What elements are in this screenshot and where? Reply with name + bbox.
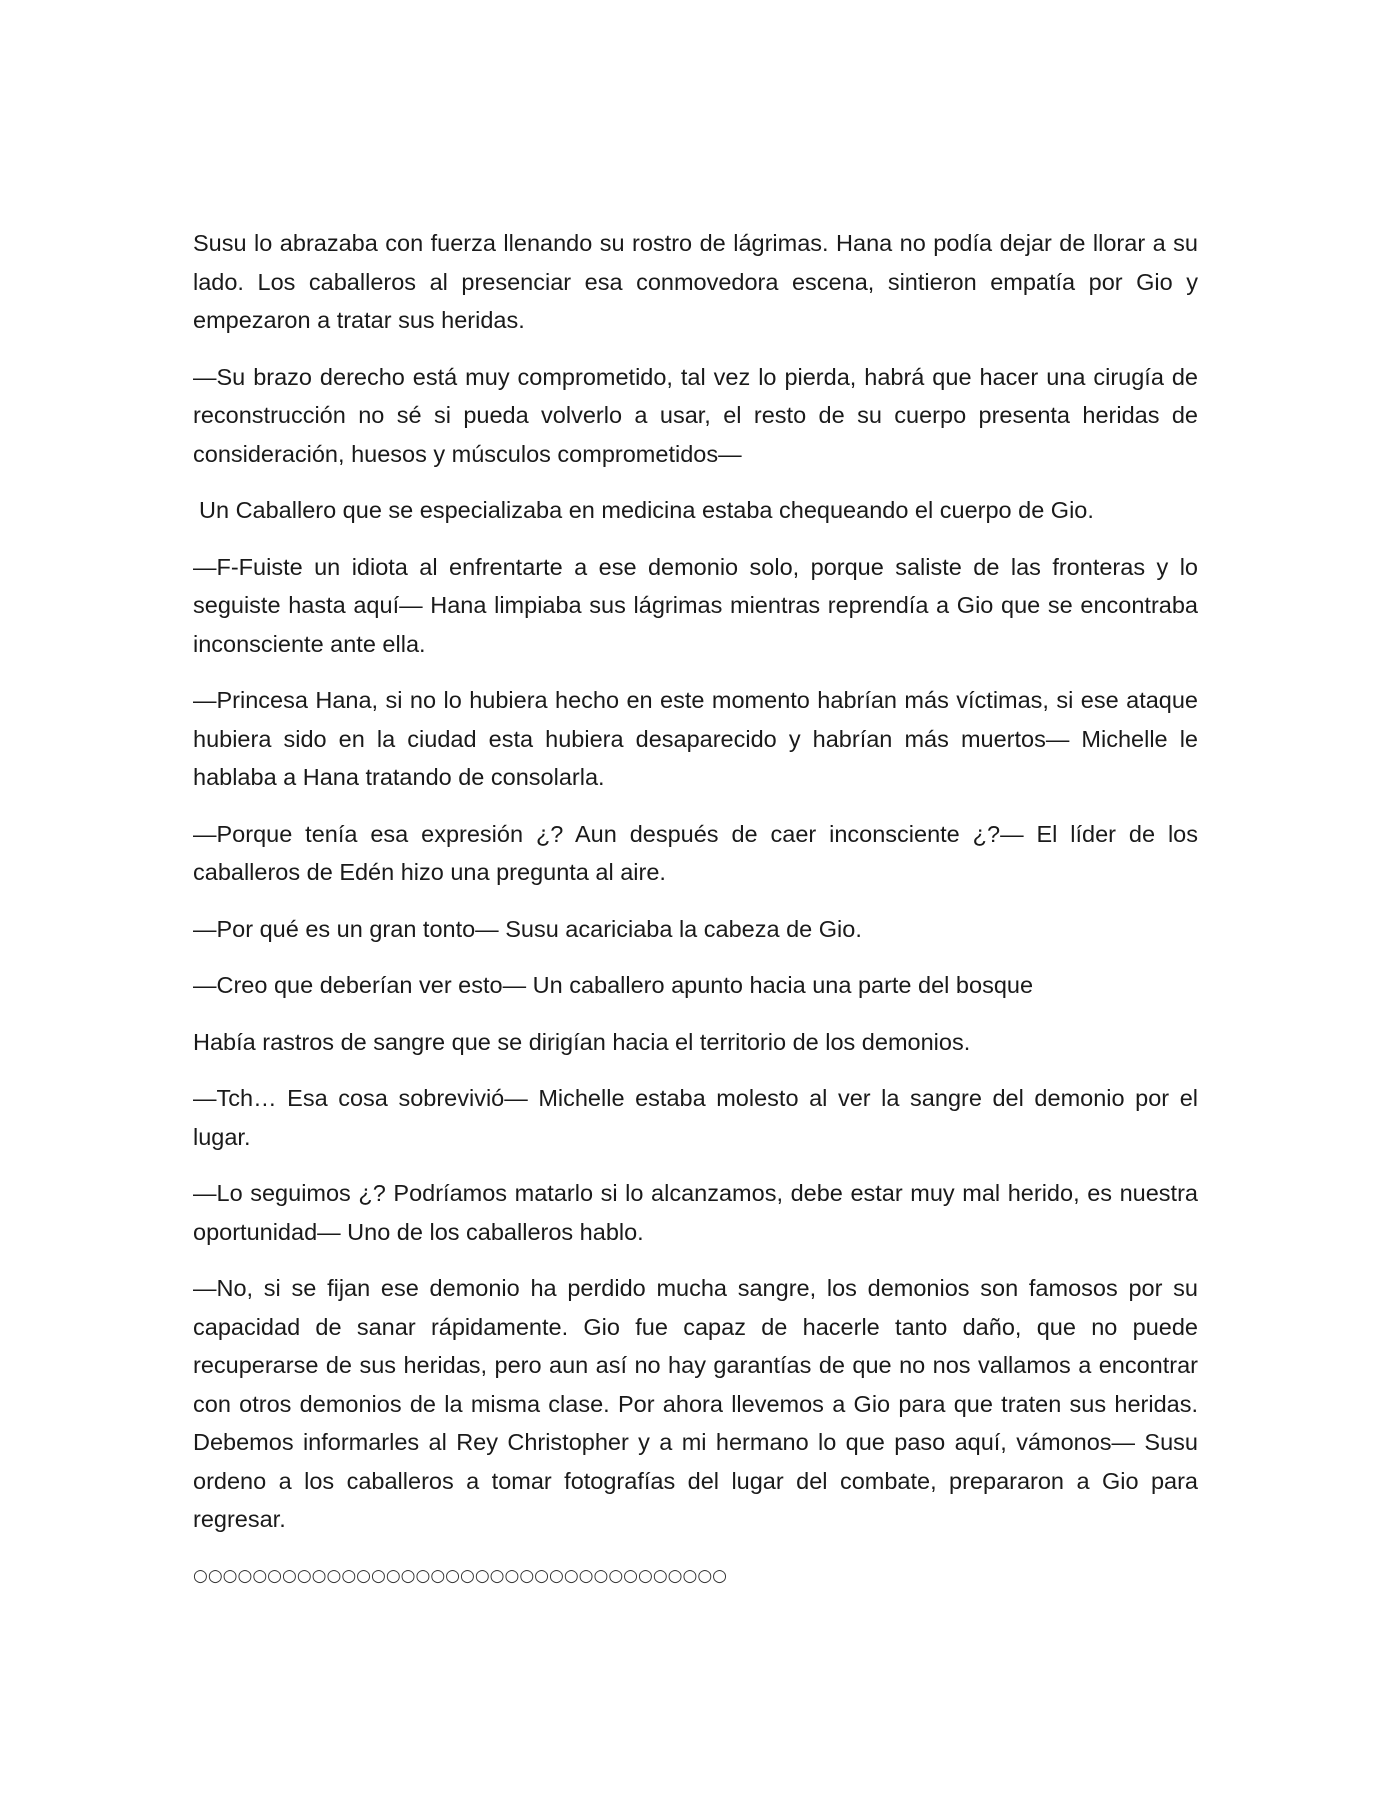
- paragraph-4: —F-Fuiste un idiota al enfrentarte a ese demonio solo, porque saliste de las fronteras y lo seguiste hasta aquí— Hana limpiaba sus lágrimas mientras reprendía a Gio que se encontraba inconsciente ante ella.: [193, 553, 1198, 657]
- paragraph-7: —Por qué es un gran tonto— Susu acariciaba la cabeza de Gio.: [193, 915, 862, 942]
- paragraph-10: —Tch… Esa cosa sobrevivió— Michelle estaba molesto al ver la sangre del demonio por el lugar.: [193, 1085, 1198, 1150]
- paragraph-5: —Princesa Hana, si no lo hubiera hecho en este momento habrían más víctimas, si ese ataque hubiera sido en la ciudad esta hubiera desaparecido y habrían más muertos— Michelle le hablaba a Hana tratando de consolarla.: [193, 687, 1198, 790]
- paragraph-11: —Lo seguimos ¿? Podríamos matarlo si lo alcanzamos, debe estar muy mal herido, es nuestra oportunidad— Uno de los caballeros hablo.: [193, 1180, 1198, 1245]
- section-separator: ○○○○○○○○○○○○○○○○○○○○○○○○○○○○○○○○○○○○: [193, 1565, 728, 1586]
- paragraph-9: Había rastros de sangre que se dirigían hacia el territorio de los demonios.: [193, 1028, 971, 1055]
- paragraph-2: —Su brazo derecho está muy comprometido, tal vez lo pierda, habrá que hacer una cirugía de reconstrucción no sé si pueda volverlo a usar, el resto de su cuerpo presenta heridas de consideración, huesos y músculos comprometidos—: [193, 363, 1198, 467]
- paragraph-6: —Porque tenía esa expresión ¿? Aun después de caer inconsciente ¿?— El líder de los caballeros de Edén hizo una pregunta al aire.: [193, 820, 1198, 885]
- paragraph-1: Susu lo abrazaba con fuerza llenando su rostro de lágrimas. Hana no podía dejar de llorar a su lado. Los caballeros al presenciar esa conmovedora escena, sintieron empatía por Gio y empezaron a tratar sus heridas.: [193, 230, 1198, 333]
- paragraph-3: Un Caballero que se especializaba en medicina estaba chequeando el cuerpo de Gio.: [199, 497, 1094, 523]
- paragraph-12: —No, si se fijan ese demonio ha perdido mucha sangre, los demonios son famosos por su capacidad de sanar rápidamente. Gio fue capaz de hacerle tanto daño, que no puede recuperarse de sus heridas, pero aun así no hay garantías de que no nos vallamos a encontrar con otros demonios de la misma clase. Por ahora llevemos a Gio para que traten sus heridas. Debemos informarles al Rey Christopher y a mi hermano lo que paso aquí, vámonos— Susu ordeno a los caballeros a tomar fotografías del lugar del combate, prepararon a Gio para regresar.: [193, 1275, 1198, 1532]
- body-text: [193, 224, 1198, 1595]
- paragraph-8: —Creo que deberían ver esto— Un caballero apunto hacia una parte del bosque: [193, 972, 1034, 998]
